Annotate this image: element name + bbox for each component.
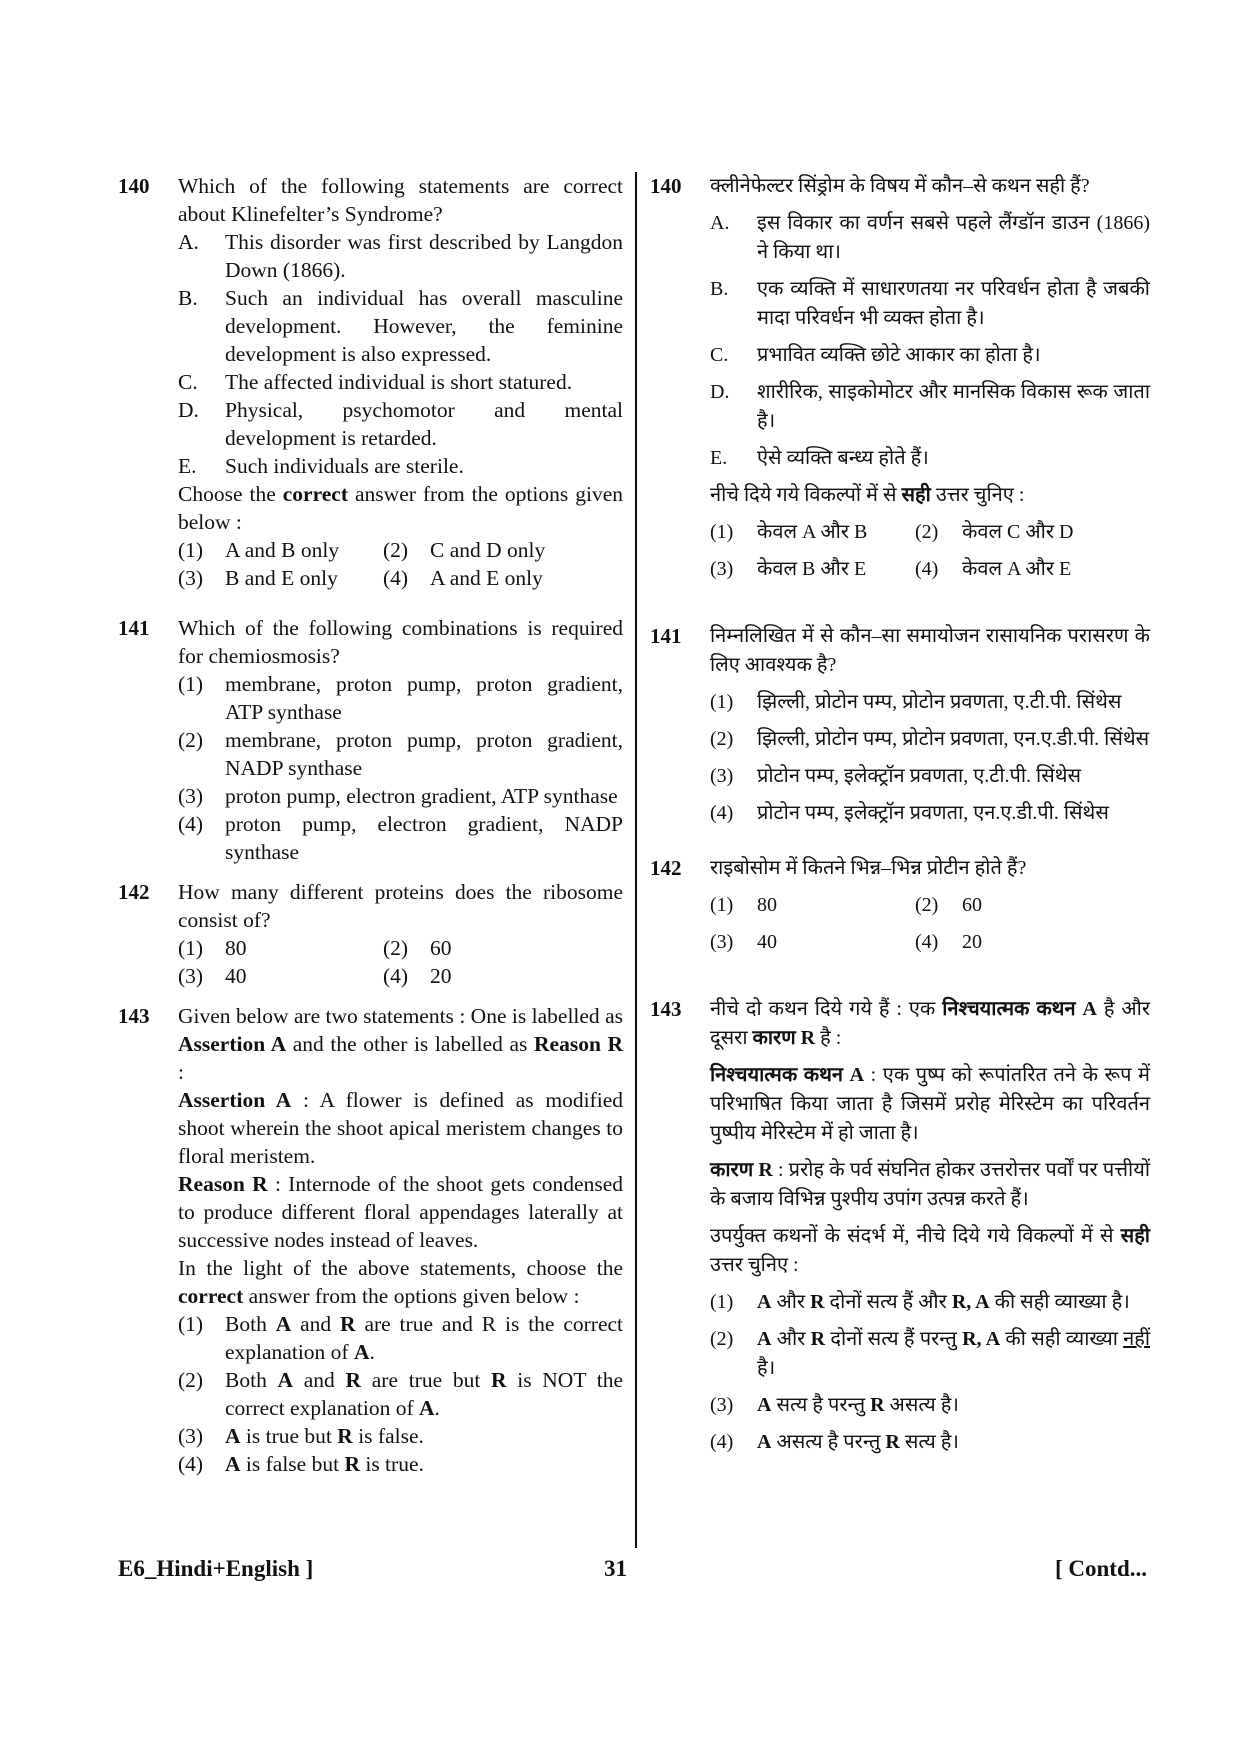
english-column bbox=[118, 172, 623, 1478]
option-2[interactable]: (2) झिल्ली, प्रोटोन पम्प, प्रोटोन प्रवणता, एन.ए.डी.पी. सिंथेस bbox=[710, 728, 1150, 750]
statement-c: C. The affected individual is short statured. bbox=[178, 370, 573, 394]
option-4[interactable]: (4) A असत्य है परन्तु R सत्य है। bbox=[710, 1431, 959, 1453]
question-number: 143 bbox=[118, 1004, 150, 1028]
question-intro: नीचे दो कथन दिये गये हैं : एक निश्चयात्मक कथन A है और दूसरा कारण R है : bbox=[710, 998, 1151, 1049]
option-1[interactable]: (1) 80 bbox=[710, 894, 777, 916]
option-3[interactable]: (3) A सत्य है परन्तु R असत्य है। bbox=[710, 1394, 959, 1416]
statement-e: E. ऐसे व्यक्ति बन्ध्य होते हैं। bbox=[710, 447, 929, 469]
question-stem: Which of the following combinations is required for chemiosmosis? bbox=[178, 616, 623, 668]
answer-options bbox=[710, 518, 1150, 584]
statement-c: C. प्रभावित व्यक्ति छोटे आकार का होता है। bbox=[710, 344, 1041, 366]
reason: कारण R : प्ररोह के पर्व संघनित होकर उत्तरोत्तर पर्वों पर पत्तीयों के बजाय विभिन्न पुश्पीय उपांग उत्पन्न करते हैं। bbox=[710, 1159, 1151, 1210]
question-stem: Which of the following statements are correct about Klinefelter’s Syndrome? bbox=[178, 174, 623, 226]
option-2[interactable]: (2) C and D only bbox=[383, 538, 546, 562]
option-1[interactable]: (1) A और R दोनों सत्य हैं और R, A की सही व्याख्या है। bbox=[710, 1291, 1130, 1313]
option-4[interactable]: (4) प्रोटोन पम्प, इलेक्ट्रॉन प्रवणता, एन.ए.डी.पी. सिंथेस bbox=[710, 802, 1109, 824]
question-intro: Given below are two statements : One is labelled as Assertion A and the other is labelled as Reason R : bbox=[178, 1004, 624, 1084]
option-3[interactable]: (3) A is true but R is false. bbox=[178, 1424, 424, 1448]
question-141-en bbox=[118, 614, 623, 866]
reason: Reason R : Internode of the shoot gets condensed to produce different floral appendages laterally at successive nodes instead of leaves. bbox=[178, 1172, 624, 1252]
choose-instruction: In the light of the above statements, choose the correct answer from the options given below : bbox=[178, 1256, 623, 1308]
option-1[interactable]: (1) झिल्ली, प्रोटोन पम्प, प्रोटोन प्रवणता, ए.टी.पी. सिंथेस bbox=[710, 691, 1122, 713]
option-2[interactable]: (2) A और R दोनों सत्य हैं परन्तु R, A की सही व्याख्या नहीं है। bbox=[710, 1328, 1151, 1379]
option-1[interactable]: (1) A and B only bbox=[178, 538, 340, 562]
question-141-hi bbox=[650, 622, 1150, 828]
question-number: 140 bbox=[650, 174, 682, 198]
continued-marker: [ Contd... bbox=[1054, 1556, 1147, 1581]
option-2[interactable]: (2) 60 bbox=[383, 936, 452, 960]
option-2[interactable]: (2) Both A and R are true but R is NOT the correct explanation of A. bbox=[178, 1368, 624, 1420]
answer-options bbox=[710, 891, 1150, 957]
option-3[interactable]: (3) प्रोटोन पम्प, इलेक्ट्रॉन प्रवणता, ए.टी.पी. सिंथेस bbox=[710, 765, 1082, 787]
option-4[interactable]: (4) केवल A और E bbox=[915, 558, 1072, 580]
assertion: निश्चयात्मक कथन A : एक पुष्प को रूपांतरित तने के रूप में परिभाषित किया जाता है जिसमें प्ररोह मेरिस्टेम का परिवर्तन पुष्पीय मेरिस्टेम में हो जाता है। bbox=[710, 1064, 1150, 1144]
option-3[interactable]: (3) B and E only bbox=[178, 566, 338, 590]
statement-b: B. एक व्यक्ति में साधारणतया नर परिवर्धन होता है जबकी मादा परिवर्धन भी व्यक्त होता है। bbox=[710, 278, 1150, 329]
option-1[interactable]: (1) Both A and R are true and R is the correct explanation of A. bbox=[178, 1312, 624, 1364]
option-1[interactable]: (1) membrane, proton pump, proton gradient, ATP synthase bbox=[178, 672, 623, 724]
question-143-hi bbox=[650, 995, 1150, 1457]
answer-options bbox=[178, 934, 623, 990]
question-143-en bbox=[118, 1002, 623, 1478]
choose-instruction: Choose the correct answer from the options given below : bbox=[178, 482, 624, 534]
question-number: 141 bbox=[118, 616, 150, 640]
question-number: 142 bbox=[650, 856, 682, 880]
option-2[interactable]: (2) membrane, proton pump, proton gradient, NADP synthase bbox=[178, 728, 623, 780]
choose-instruction: उपर्युक्त कथनों के संदर्भ में, नीचे दिये गये विकल्पों में से सही उत्तर चुनिए : bbox=[710, 1225, 1150, 1276]
option-1[interactable]: (1) केवल A और B bbox=[710, 521, 868, 543]
question-stem: क्लीनेफेल्टर सिंड्रोम के विषय में कौन–से कथन सही हैं? bbox=[710, 175, 1090, 197]
answer-options bbox=[178, 536, 623, 592]
hindi-column bbox=[650, 172, 1150, 1457]
option-1[interactable]: (1) 80 bbox=[178, 936, 247, 960]
question-number: 142 bbox=[118, 880, 150, 904]
question-stem: How many different proteins does the ribosome consist of? bbox=[178, 880, 623, 932]
statement-d: D. Physical, psychomotor and mental development is retarded. bbox=[178, 398, 623, 450]
option-4[interactable]: (4) A is false but R is true. bbox=[178, 1452, 424, 1476]
option-2[interactable]: (2) 60 bbox=[915, 894, 982, 916]
column-divider bbox=[635, 172, 637, 1548]
statement-a: A. This disorder was first described by Langdon Down (1866). bbox=[178, 230, 623, 282]
page-number: 31 bbox=[604, 1556, 627, 1581]
statement-a: A. इस विकार का वर्णन सबसे पहले लैंग्डॉन डाउन (1866) ने किया था। bbox=[710, 212, 1150, 263]
option-3[interactable]: (3) केवल B और E bbox=[710, 558, 867, 580]
question-stem: निम्नलिखित में से कौन–सा समायोजन रासायनिक परासरण के लिए आवश्यक है? bbox=[710, 625, 1150, 676]
statement-e: E. Such individuals are sterile. bbox=[178, 454, 464, 478]
option-3[interactable]: (3) proton pump, electron gradient, ATP synthase bbox=[178, 784, 618, 808]
question-number: 143 bbox=[650, 997, 682, 1021]
paper-code: E6_Hindi+English ] bbox=[118, 1556, 314, 1581]
question-140-en bbox=[118, 172, 623, 592]
option-3[interactable]: (3) 40 bbox=[178, 964, 247, 988]
assertion: Assertion A : A flower is defined as modified shoot wherein the shoot apical meristem changes to floral meristem. bbox=[178, 1088, 623, 1168]
option-4[interactable]: (4) proton pump, electron gradient, NADP synthase bbox=[178, 812, 623, 864]
option-4[interactable]: (4) 20 bbox=[915, 931, 982, 953]
option-4[interactable]: (4) A and E only bbox=[383, 566, 543, 590]
option-2[interactable]: (2) केवल C और D bbox=[915, 521, 1074, 543]
question-142-en bbox=[118, 878, 623, 990]
question-number: 141 bbox=[650, 624, 682, 648]
option-3[interactable]: (3) 40 bbox=[710, 931, 777, 953]
question-142-hi bbox=[650, 854, 1150, 957]
choose-instruction: नीचे दिये गये विकल्पों में से सही उत्तर चुनिए : bbox=[710, 484, 1025, 506]
question-140-hi bbox=[650, 172, 1150, 584]
statement-b: B. Such an individual has overall masculine development. However, the feminine development is also expressed. bbox=[178, 286, 623, 366]
option-4[interactable]: (4) 20 bbox=[383, 964, 452, 988]
statement-d: D. शारीरिक, साइकोमोटर और मानसिक विकास रूक जाता है। bbox=[710, 381, 1150, 432]
question-stem: राइबोसोम में कितने भिन्न–भिन्न प्रोटीन होते हैं? bbox=[710, 857, 1027, 879]
question-number: 140 bbox=[118, 174, 150, 198]
